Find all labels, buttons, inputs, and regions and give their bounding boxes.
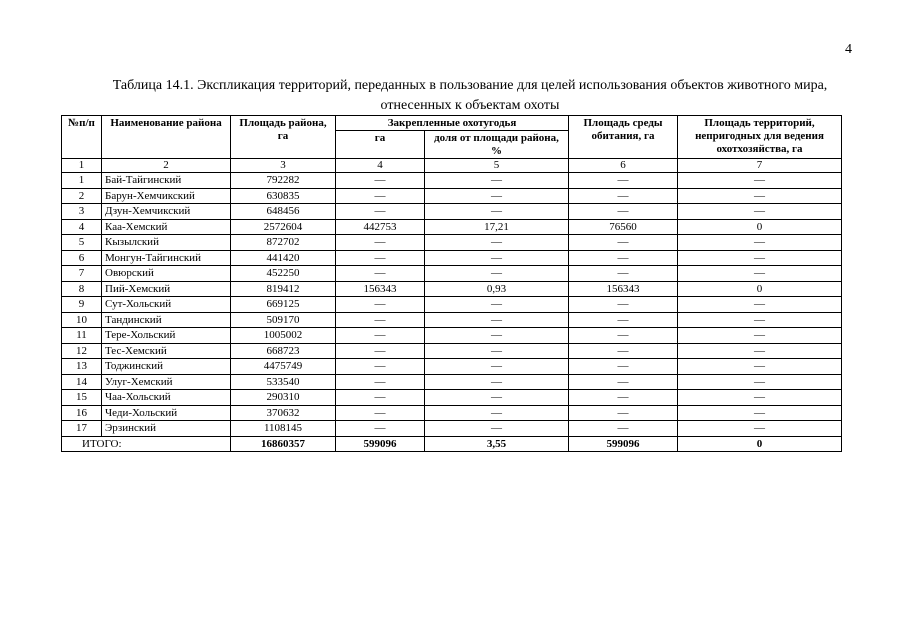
district-area-cell: 290310 <box>231 390 336 406</box>
total-habitat-cell: 599096 <box>569 436 678 452</box>
row-number-cell: 12 <box>62 343 102 359</box>
district-area-cell: 1005002 <box>231 328 336 344</box>
header-share: доля от площади района, % <box>425 131 569 159</box>
column-number: 7 <box>678 159 842 173</box>
assigned-ha-cell: 156343 <box>336 281 425 297</box>
habitat-area-cell: — <box>569 405 678 421</box>
total-label: ИТОГО: <box>62 436 231 452</box>
habitat-area-cell: — <box>569 204 678 220</box>
district-area-cell: 819412 <box>231 281 336 297</box>
habitat-area-cell: — <box>569 312 678 328</box>
row-number-cell: 4 <box>62 219 102 235</box>
unsuitable-area-cell: — <box>678 421 842 437</box>
assigned-ha-cell: — <box>336 312 425 328</box>
row-number-cell: 5 <box>62 235 102 251</box>
habitat-area-cell: 76560 <box>569 219 678 235</box>
unsuitable-area-cell: — <box>678 405 842 421</box>
district-name-cell: Тес-Хемский <box>102 343 231 359</box>
district-area-cell: 669125 <box>231 297 336 313</box>
row-number-cell: 13 <box>62 359 102 375</box>
district-name-cell: Тандинский <box>102 312 231 328</box>
row-number-cell: 16 <box>62 405 102 421</box>
row-number-cell: 11 <box>62 328 102 344</box>
unsuitable-area-cell: — <box>678 250 842 266</box>
assigned-ha-cell: — <box>336 173 425 189</box>
table-row <box>62 343 842 359</box>
row-number-cell: 14 <box>62 374 102 390</box>
district-name-cell: Чеди-Хольский <box>102 405 231 421</box>
header-row-top <box>62 116 842 131</box>
assigned-share-cell: — <box>425 374 569 390</box>
district-area-cell: 630835 <box>231 188 336 204</box>
district-name-cell: Чаа-Хольский <box>102 390 231 406</box>
habitat-area-cell: — <box>569 173 678 189</box>
habitat-area-cell: — <box>569 188 678 204</box>
assigned-share-cell: — <box>425 359 569 375</box>
habitat-area-cell: — <box>569 374 678 390</box>
habitat-area-cell: — <box>569 343 678 359</box>
assigned-ha-cell: — <box>336 235 425 251</box>
header-habitat: Площадь среды обитания, га <box>569 116 678 159</box>
table-row <box>62 204 842 220</box>
row-number-cell: 9 <box>62 297 102 313</box>
assigned-ha-cell: — <box>336 204 425 220</box>
row-number-cell: 6 <box>62 250 102 266</box>
page-number: 4 <box>845 42 852 57</box>
row-number-cell: 7 <box>62 266 102 282</box>
unsuitable-area-cell: — <box>678 328 842 344</box>
assigned-ha-cell: — <box>336 266 425 282</box>
assigned-ha-cell: — <box>336 390 425 406</box>
column-number: 3 <box>231 159 336 173</box>
assigned-share-cell: — <box>425 173 569 189</box>
district-name-cell: Бай-Тайгинский <box>102 173 231 189</box>
explication-table <box>61 115 842 452</box>
district-area-cell: 533540 <box>231 374 336 390</box>
row-number-cell: 17 <box>62 421 102 437</box>
table-row <box>62 405 842 421</box>
district-name-cell: Монгун-Тайгинский <box>102 250 231 266</box>
column-number-row <box>62 159 842 173</box>
table-row <box>62 281 842 297</box>
row-number-cell: 3 <box>62 204 102 220</box>
total-unsuitable-cell: 0 <box>678 436 842 452</box>
district-area-cell: 648456 <box>231 204 336 220</box>
assigned-share-cell: — <box>425 312 569 328</box>
assigned-share-cell: — <box>425 204 569 220</box>
unsuitable-area-cell: — <box>678 390 842 406</box>
habitat-area-cell: — <box>569 390 678 406</box>
assigned-ha-cell: — <box>336 374 425 390</box>
unsuitable-area-cell: — <box>678 173 842 189</box>
total-share-cell: 3,55 <box>425 436 569 452</box>
row-number-cell: 8 <box>62 281 102 297</box>
table-row <box>62 390 842 406</box>
unsuitable-area-cell: — <box>678 266 842 282</box>
district-name-cell: Сут-Хольский <box>102 297 231 313</box>
row-number-cell: 10 <box>62 312 102 328</box>
table-row <box>62 219 842 235</box>
assigned-share-cell: — <box>425 421 569 437</box>
row-number-cell: 1 <box>62 173 102 189</box>
district-name-cell: Тере-Хольский <box>102 328 231 344</box>
column-number: 4 <box>336 159 425 173</box>
district-area-cell: 441420 <box>231 250 336 266</box>
assigned-share-cell: — <box>425 343 569 359</box>
assigned-ha-cell: — <box>336 359 425 375</box>
district-name-cell: Барун-Хемчикский <box>102 188 231 204</box>
unsuitable-area-cell: 0 <box>678 281 842 297</box>
table-row <box>62 359 842 375</box>
assigned-ha-cell: — <box>336 328 425 344</box>
table-row <box>62 173 842 189</box>
table-row <box>62 374 842 390</box>
district-area-cell: 2572604 <box>231 219 336 235</box>
column-number: 2 <box>102 159 231 173</box>
assigned-ha-cell: — <box>336 421 425 437</box>
unsuitable-area-cell: 0 <box>678 219 842 235</box>
total-ha-cell: 599096 <box>336 436 425 452</box>
row-number-cell: 15 <box>62 390 102 406</box>
assigned-ha-cell: — <box>336 405 425 421</box>
table-row <box>62 188 842 204</box>
district-name-cell: Кызылский <box>102 235 231 251</box>
assigned-share-cell: — <box>425 235 569 251</box>
header-area: Площадь района, га <box>231 116 336 159</box>
habitat-area-cell: 156343 <box>569 281 678 297</box>
assigned-share-cell: — <box>425 390 569 406</box>
habitat-area-cell: — <box>569 328 678 344</box>
header-ha: га <box>336 131 425 159</box>
column-number: 1 <box>62 159 102 173</box>
table-row <box>62 297 842 313</box>
assigned-share-cell: — <box>425 188 569 204</box>
district-area-cell: 509170 <box>231 312 336 328</box>
district-area-cell: 792282 <box>231 173 336 189</box>
assigned-ha-cell: — <box>336 250 425 266</box>
district-name-cell: Каа-Хемский <box>102 219 231 235</box>
habitat-area-cell: — <box>569 297 678 313</box>
unsuitable-area-cell: — <box>678 235 842 251</box>
district-name-cell: Пий-Хемский <box>102 281 231 297</box>
assigned-ha-cell: — <box>336 188 425 204</box>
district-area-cell: 370632 <box>231 405 336 421</box>
district-name-cell: Тоджинский <box>102 359 231 375</box>
unsuitable-area-cell: — <box>678 343 842 359</box>
habitat-area-cell: — <box>569 266 678 282</box>
district-area-cell: 872702 <box>231 235 336 251</box>
assigned-ha-cell: 442753 <box>336 219 425 235</box>
assigned-share-cell: — <box>425 266 569 282</box>
assigned-share-cell: — <box>425 297 569 313</box>
habitat-area-cell: — <box>569 421 678 437</box>
table-row <box>62 421 842 437</box>
assigned-ha-cell: — <box>336 297 425 313</box>
unsuitable-area-cell: — <box>678 297 842 313</box>
district-area-cell: 452250 <box>231 266 336 282</box>
table-row <box>62 266 842 282</box>
unsuitable-area-cell: — <box>678 359 842 375</box>
row-number-cell: 2 <box>62 188 102 204</box>
district-name-cell: Улуг-Хемский <box>102 374 231 390</box>
district-name-cell: Овюрский <box>102 266 231 282</box>
header-num: №п/п <box>62 116 102 159</box>
unsuitable-area-cell: — <box>678 374 842 390</box>
header-unsuitable: Площадь территорий, непригодных для ведения охотхозяйства, га <box>678 116 842 159</box>
table-caption: Таблица 14.1. Экспликация территорий, переданных в пользование для целей использования объектов животного мира, отнесенных к объектам охоты <box>112 78 828 113</box>
district-name-cell: Дзун-Хемчикский <box>102 204 231 220</box>
habitat-area-cell: — <box>569 359 678 375</box>
total-row <box>62 436 842 452</box>
table-row <box>62 250 842 266</box>
unsuitable-area-cell: — <box>678 188 842 204</box>
district-area-cell: 668723 <box>231 343 336 359</box>
assigned-share-cell: — <box>425 250 569 266</box>
column-number: 5 <box>425 159 569 173</box>
assigned-share-cell: 17,21 <box>425 219 569 235</box>
assigned-share-cell: 0,93 <box>425 281 569 297</box>
column-number: 6 <box>569 159 678 173</box>
total-area-cell: 16860357 <box>231 436 336 452</box>
assigned-ha-cell: — <box>336 343 425 359</box>
header-assigned: Закрепленные охотугодья <box>336 116 569 131</box>
table-row <box>62 328 842 344</box>
assigned-share-cell: — <box>425 405 569 421</box>
district-area-cell: 1108145 <box>231 421 336 437</box>
unsuitable-area-cell: — <box>678 204 842 220</box>
header-name: Наименование района <box>102 116 231 159</box>
habitat-area-cell: — <box>569 235 678 251</box>
unsuitable-area-cell: — <box>678 312 842 328</box>
assigned-share-cell: — <box>425 328 569 344</box>
habitat-area-cell: — <box>569 250 678 266</box>
district-area-cell: 4475749 <box>231 359 336 375</box>
district-name-cell: Эрзинский <box>102 421 231 437</box>
table-row <box>62 312 842 328</box>
table-row <box>62 235 842 251</box>
